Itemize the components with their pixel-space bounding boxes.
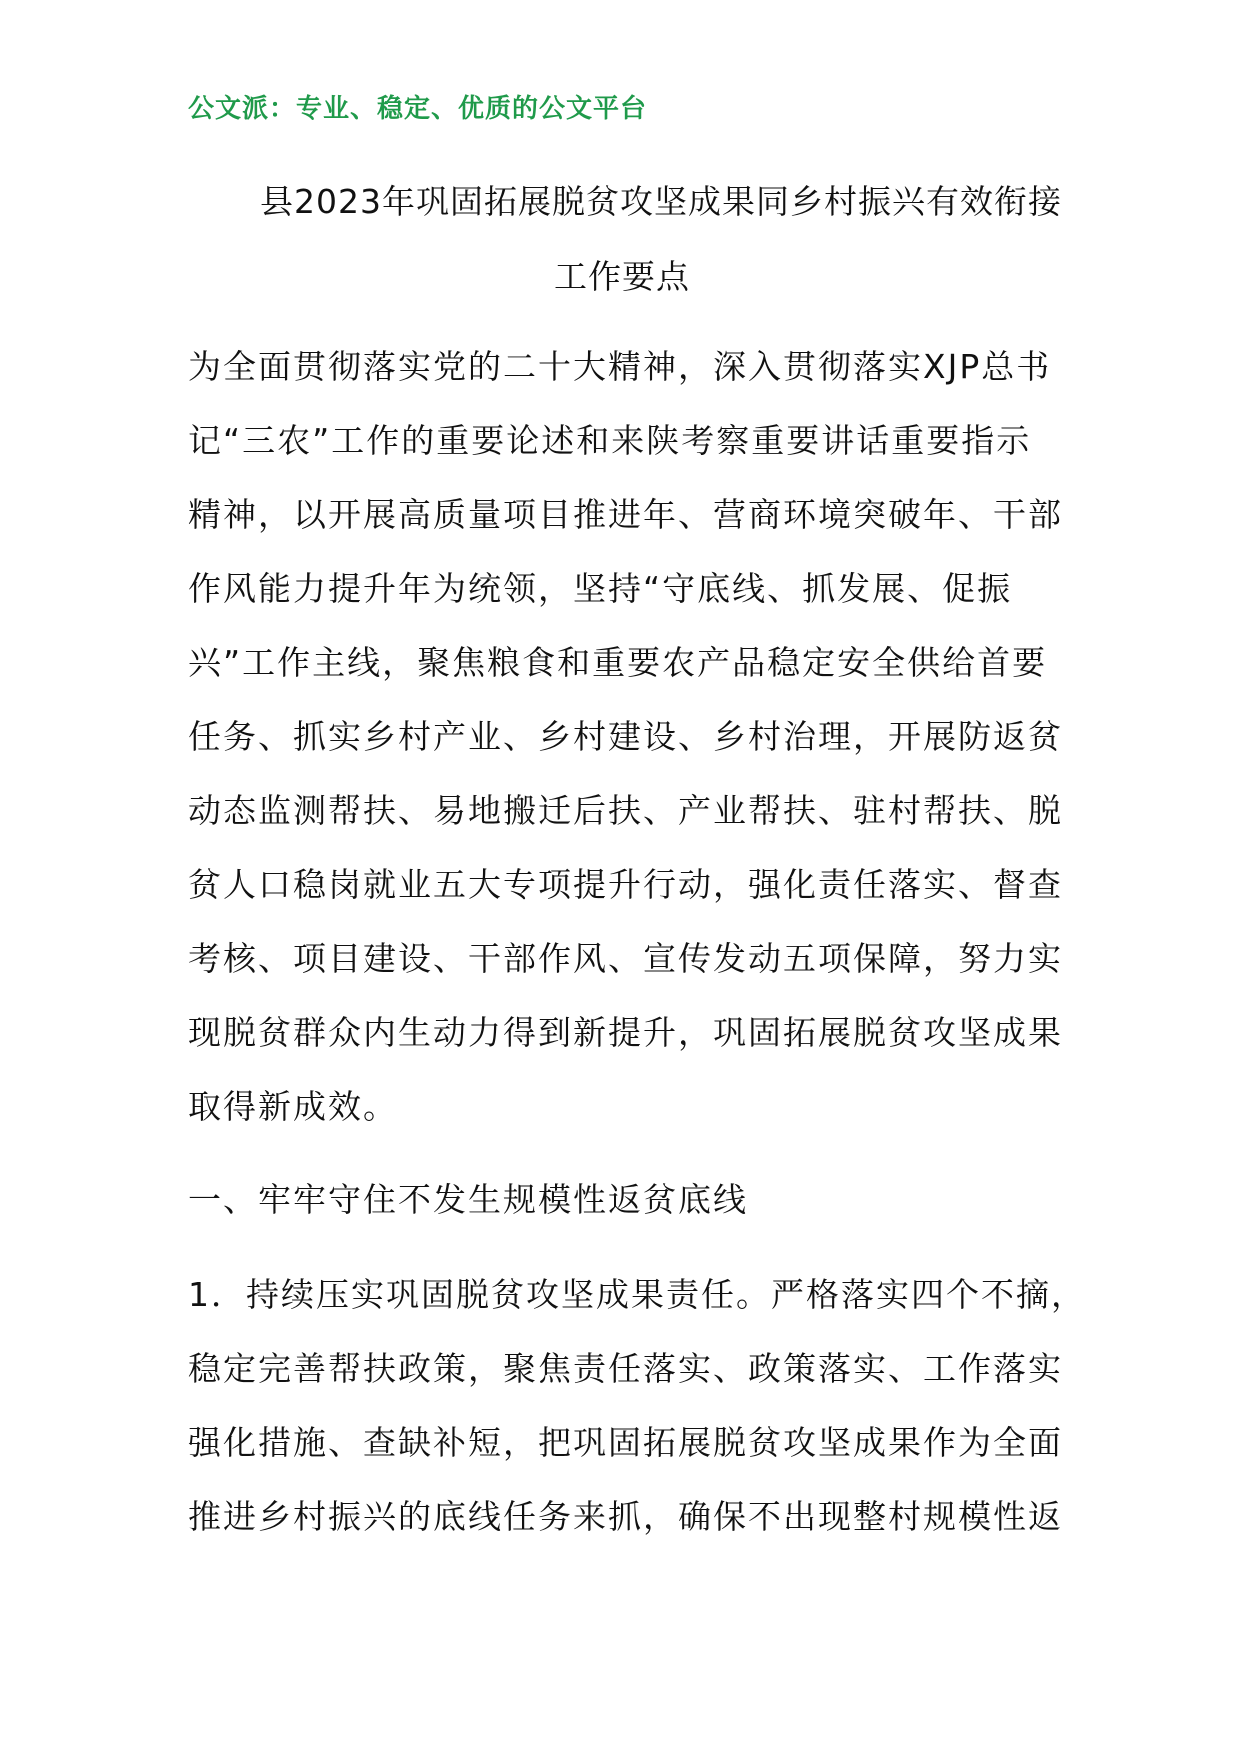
paragraph-line: 作风能力提升年为统领，坚持“守底线、抓发展、促振 <box>188 569 1013 608</box>
paragraph-line: 精神，以开展高质量项目推进年、营商环境突破年、干部 <box>188 495 1063 534</box>
paragraph-line: 记“三农”工作的重要论述和来陕考察重要讲话重要指示 <box>188 421 1032 460</box>
paragraph-line: 现脱贫群众内生动力得到新提升，巩固拓展脱贫攻坚成果 <box>188 1013 1063 1052</box>
paragraph-line: 贫人口稳岗就业五大专项提升行动，强化责任落实、督查 <box>188 865 1063 904</box>
paragraph-line: 考核、项目建设、干部作风、宣传发动五项保障，努力实 <box>188 939 1063 978</box>
paragraph-line: 兴”工作主线，聚焦粮食和重要农产品稳定安全供给首要 <box>188 643 1048 682</box>
document-title-line-1: 县2023年巩固拓展脱贫攻坚成果同乡村振兴有效衔接 <box>260 182 1062 221</box>
paragraph-line: 推进乡村振兴的底线任务来抓，确保不出现整村规模性返 <box>188 1497 1063 1536</box>
site-header: 公文派：专业、稳定、优质的公文平台 <box>188 94 648 124</box>
paragraph-line: 为全面贯彻落实党的二十大精神，深入贯彻落实XJP总书 <box>188 347 1052 386</box>
paragraph-line: 1．持续压实巩固脱贫攻坚成果责任。严格落实四个不摘， <box>188 1275 1086 1314</box>
paragraph-line: 动态监测帮扶、易地搬迁后扶、产业帮扶、驻村帮扶、脱 <box>188 791 1063 830</box>
paragraph-line: 任务、抓实乡村产业、乡村建设、乡村治理，开展防返贫 <box>188 717 1063 756</box>
paragraph-line: 稳定完善帮扶政策，聚焦责任落实、政策落实、工作落实 <box>188 1349 1063 1388</box>
paragraph-line: 强化措施、查缺补短，把巩固拓展脱贫攻坚成果作为全面 <box>188 1423 1063 1462</box>
item-1-paragraph <box>188 1258 1086 1554</box>
intro-paragraph <box>188 330 1068 1144</box>
document-title-line-2: 工作要点 <box>554 257 690 296</box>
section-heading-text: 一、牢牢守住不发生规模性返贫底线 <box>188 1180 748 1219</box>
section-heading-1 <box>188 1163 1068 1237</box>
paragraph-line: 取得新成效。 <box>188 1087 398 1126</box>
